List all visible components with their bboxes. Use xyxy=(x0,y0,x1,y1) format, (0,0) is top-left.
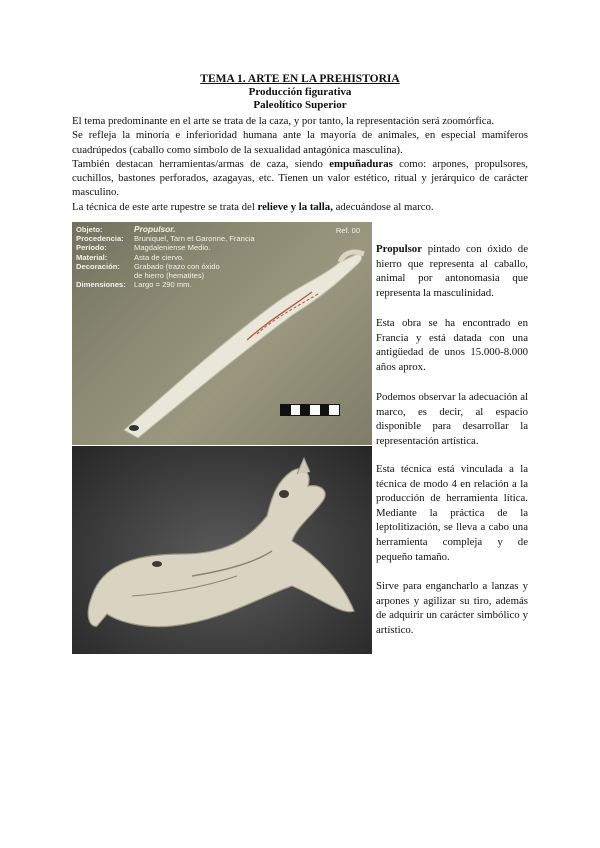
paragraph-3 xyxy=(72,157,528,200)
paragraph-4 xyxy=(72,200,528,214)
caption-ref: Ref. 00 xyxy=(335,226,360,235)
caption-row xyxy=(76,253,324,262)
caption-value: Asta de ciervo. xyxy=(134,252,185,262)
side-text-2: Esta obra se ha encontrado en Francia y está datada con una antigüedad de unos 15.000-8.000 años aprox. xyxy=(376,317,528,373)
scale-bar xyxy=(280,404,340,416)
caption-value: Largo = 290 mm. xyxy=(134,280,192,290)
intro-text xyxy=(72,114,528,214)
caption-row xyxy=(76,262,324,271)
caption-key: Período: xyxy=(76,243,107,253)
side-paragraph-2 xyxy=(376,316,528,374)
propulsor-photo xyxy=(72,222,372,445)
horse-carving-photo xyxy=(72,446,372,654)
paragraph-1: El tema predominante en el arte se trata de la caza, y por tanto, la representación será zoomórfica. xyxy=(72,115,495,127)
caption-row xyxy=(76,234,324,243)
caption-value: Magdaleniense Medio. xyxy=(134,243,211,253)
side-bold-propulsor: Propulsor xyxy=(376,243,422,255)
horse-carving-illustration xyxy=(72,446,372,654)
caption-row xyxy=(76,225,324,234)
side-text-1: pintado con óxido de hierro que representa al caballo, animal por antonomasia que representa la masculinidad. xyxy=(376,243,528,299)
caption-key: Material: xyxy=(76,252,108,262)
caption-key xyxy=(76,271,134,280)
caption-value: Bruniquel, Tarn et Garonne, Francia xyxy=(134,234,255,244)
paragraph-4-start: La técnica de este arte rupestre se trata del xyxy=(72,200,258,213)
side-paragraph-3 xyxy=(376,390,528,448)
caption-key: Objeto: xyxy=(76,225,103,234)
side-paragraph-5 xyxy=(376,579,528,637)
caption-value: de hierro (hematites) xyxy=(134,271,205,281)
caption-row xyxy=(76,243,324,252)
caption-key: Decoración: xyxy=(76,261,120,271)
caption-key: Procedencia: xyxy=(76,234,124,244)
subtitle-produccion: Producción figurativa xyxy=(248,86,352,98)
paragraph-2: Se refleja la minoría e inferioridad humana ante la mayoría de animales, en especial mamíferos cuadrúpedos (caballo como símbolo de la sexualidad antagónica masculina). xyxy=(72,129,528,156)
museum-caption xyxy=(76,225,324,289)
paragraph-3-end: como: arpones, propulsores, cuchillos, bastones perforados, azagayas, etc. Tienen un valor estético, ritual y jerárquico de carácter masculino. xyxy=(72,157,528,199)
caption-key: Dimensiones: xyxy=(76,280,126,290)
side-text-5: Sirve para engancharlo a lanzas y arpones y agilizar su tiro, además de adquirir un carácter simbólico y artístico. xyxy=(376,580,528,636)
page-title: TEMA 1. ARTE EN LA PREHISTORIA xyxy=(200,73,400,85)
side-text-4: Esta técnica está vinculada a la técnica de modo 4 en relación a la producción de herramienta lítica. Mediante la práctica de la leptolitización, se lleva a cabo una herramienta compleja y de pequeño tamaño. xyxy=(376,463,528,563)
side-paragraph-4 xyxy=(376,462,528,564)
paragraph-3-bold: empuñaduras xyxy=(329,157,393,170)
caption-value: Propulsor. xyxy=(134,224,176,234)
side-text-3: Podemos observar la adecuación al marco, es decir, al espacio disponible para desarrollar la representación artística. xyxy=(376,391,528,447)
paragraph-4-end: adecuándose al marco. xyxy=(332,200,434,213)
side-paragraph-1 xyxy=(376,242,528,300)
caption-row xyxy=(76,271,324,280)
paragraph-4-bold: relieve y la talla, xyxy=(257,200,333,213)
caption-value: Grabado (trazo con óxido xyxy=(134,261,220,271)
subtitle-paleolitico: Paleolítico Superior xyxy=(253,99,347,111)
paragraph-3-start: También destacan herramientas/armas de caza, siendo xyxy=(72,157,330,170)
caption-row xyxy=(76,280,324,289)
